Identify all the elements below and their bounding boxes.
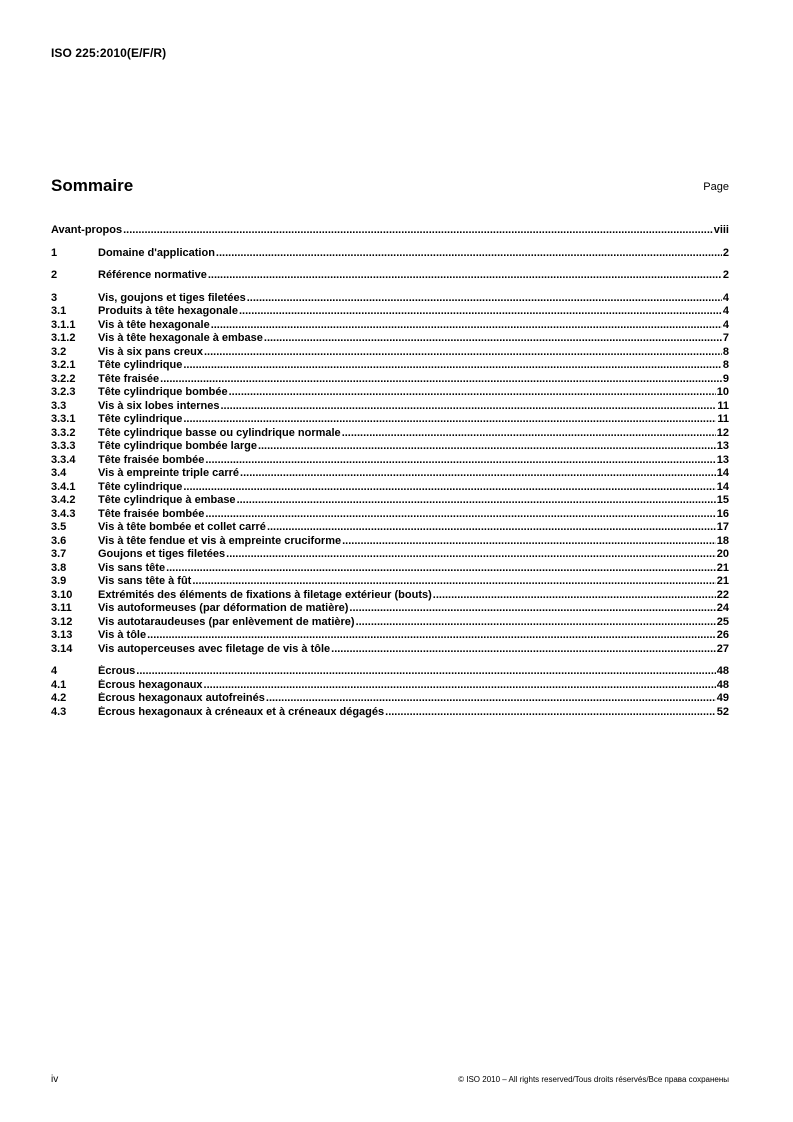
toc-entry-number: 3.7: [51, 548, 67, 560]
toc-entry-page: 24: [716, 602, 729, 614]
toc-entry-page: 17: [716, 521, 729, 533]
toc-entry-title: Tête cylindrique: [98, 413, 183, 425]
page-title: Sommaire: [51, 176, 134, 195]
toc-dot-leader: [220, 400, 716, 414]
toc-entry[interactable]: [51, 319, 729, 333]
toc-entry-page: 8: [722, 359, 729, 371]
toc-entry-title: Tête cylindrique bombée: [98, 386, 228, 398]
document-id-header: ISO 225:2010(E/F/R): [51, 46, 167, 60]
toc-entry-title: Domaine d'application: [98, 246, 215, 259]
toc-entry-page: 13: [716, 440, 729, 452]
toc-entry[interactable]: [51, 427, 729, 441]
toc-dot-leader: [183, 413, 716, 427]
toc-dot-leader: [205, 508, 715, 522]
toc-entry[interactable]: [51, 454, 729, 468]
toc-dot-leader: [136, 665, 715, 679]
toc-entry-number: 3.12: [51, 615, 73, 628]
toc-entry[interactable]: [51, 224, 729, 238]
toc-entry-title: Tête cylindrique: [98, 480, 183, 493]
toc-entry[interactable]: [51, 508, 729, 522]
toc-entry-number: 4: [51, 665, 58, 677]
toc-entry[interactable]: [51, 692, 729, 706]
toc-entry-page: 20: [716, 548, 729, 560]
toc-entry[interactable]: [51, 575, 729, 589]
toc-entry-number: 3.10: [51, 588, 73, 601]
toc-entry-number: 3.3.2: [51, 426, 76, 439]
toc-entry-number: 2: [51, 269, 58, 281]
toc-entry-title: Vis à six lobes internes: [98, 399, 220, 412]
toc-entry-title: Référence normative: [98, 269, 207, 281]
toc-entry[interactable]: [51, 548, 729, 562]
toc-entry-title: Vis à tôle: [98, 629, 147, 641]
toc-entry[interactable]: [51, 589, 729, 603]
toc-dot-leader: [226, 548, 716, 562]
toc-entry[interactable]: [51, 346, 729, 360]
toc-entry[interactable]: [51, 616, 729, 630]
toc-dot-leader: [349, 602, 715, 616]
toc-dot-leader: [183, 359, 722, 373]
toc-entry-number: 4.1: [51, 678, 67, 691]
toc-entry-title: Vis à tête hexagonale: [98, 318, 210, 331]
toc-entry-number: 4.3: [51, 705, 67, 718]
toc-entry-page: 16: [716, 507, 729, 520]
toc-dot-leader: [229, 386, 716, 400]
toc-entry-page: 11: [717, 399, 729, 412]
toc-dot-leader: [342, 427, 716, 441]
toc-dot-leader: [267, 521, 716, 535]
toc-entry-page: 8: [722, 345, 729, 358]
toc-entry-number: 3.3.4: [51, 453, 76, 466]
toc-entry-page: viii: [713, 224, 729, 236]
toc-entry-title: Vis, goujons et tiges filetées: [98, 291, 246, 304]
title-row: [51, 176, 729, 200]
toc-entry-title: Vis à tête hexagonale à embase: [98, 332, 263, 344]
toc-dot-leader: [237, 494, 716, 508]
toc-entry-title: Vis sans tête à fût: [98, 575, 192, 587]
toc-entry[interactable]: [51, 562, 729, 576]
toc-entry-title: Vis autoformeuses (par déformation de matière): [98, 602, 349, 614]
toc-entry-page: 4: [722, 291, 729, 304]
toc-entry-number: 3.1.1: [51, 318, 76, 331]
toc-entry[interactable]: [51, 440, 729, 454]
toc-dot-leader: [240, 467, 716, 481]
toc-entry-page: 48: [716, 678, 729, 691]
footer-page-number: iv: [51, 1074, 59, 1085]
toc-entry-number: 3.2.2: [51, 372, 76, 385]
toc-entry-title: Écrous hexagonaux à créneaux et à créneaux dégagés: [98, 705, 385, 718]
toc-entry[interactable]: [51, 643, 729, 657]
footer-copyright: © ISO 2010 – All rights reserved/Tous droits réservés/Все права сохранены: [458, 1075, 729, 1084]
toc-entry[interactable]: [51, 629, 729, 643]
toc-dot-leader: [192, 575, 715, 589]
toc-entry-title: Tête fraisée bombée: [98, 453, 205, 466]
toc-entry-page: 27: [716, 642, 729, 655]
toc-dot-leader: [264, 332, 722, 346]
toc-entry-number: 3.8: [51, 561, 67, 574]
toc-entry-page: 10: [716, 386, 729, 398]
toc-entry-title: Vis autotaraudeuses (par enlèvement de matière): [98, 615, 355, 628]
toc-entry[interactable]: [51, 413, 729, 427]
toc-entry-number: 3.13: [51, 629, 73, 641]
toc-entry-number: 3.4.3: [51, 507, 76, 520]
toc-entry-title: Tête cylindrique basse ou cylindrique normale: [98, 426, 341, 439]
toc-entry-title: Vis à tête fendue et vis à empreinte cruciforme: [98, 534, 342, 547]
toc-entry-title: Tête fraisée: [98, 372, 160, 385]
toc-dot-leader: [385, 706, 716, 720]
toc-entry-page: 14: [716, 480, 729, 493]
toc-dot-leader: [247, 292, 722, 306]
toc-dot-leader: [433, 589, 716, 603]
toc-dot-leader: [183, 481, 715, 495]
toc-entry-number: 3.3: [51, 399, 67, 412]
toc-dot-leader: [266, 692, 716, 706]
toc-entry-number: 3.1.2: [51, 332, 76, 344]
toc-entry-title: Écrous: [98, 665, 136, 677]
page-column-label: Page: [703, 181, 729, 193]
toc-dot-leader: [258, 440, 716, 454]
toc-entry[interactable]: [51, 467, 729, 481]
toc-dot-leader: [216, 247, 722, 261]
toc-entry-page: 52: [716, 705, 729, 718]
toc-dot-leader: [239, 305, 722, 319]
toc-entry-title: Vis à tête bombée et collet carré: [98, 521, 266, 533]
toc-entry-page: 4: [722, 305, 729, 317]
toc-dot-leader: [331, 643, 716, 657]
toc-entry-number: 3.1: [51, 305, 67, 317]
toc-entry-page: 2: [722, 269, 729, 281]
toc-entry-number: 3.4: [51, 467, 67, 479]
toc-entry[interactable]: [51, 535, 729, 549]
toc-entry[interactable]: [51, 386, 729, 400]
toc-entry-title: Extrémités des éléments de fixations à filetage extérieur (bouts): [98, 588, 432, 601]
toc-entry[interactable]: [51, 247, 729, 261]
toc-entry-title: Vis à six pans creux: [98, 345, 203, 358]
toc-entry[interactable]: [51, 305, 729, 319]
toc-entry-number: 3.5: [51, 521, 67, 533]
toc-entry-number: 3.6: [51, 534, 67, 547]
toc-entry-title: Écrous hexagonaux autofreinés: [98, 692, 265, 704]
toc-entry-page: 7: [722, 332, 729, 344]
toc-entry-title: Avant-propos: [51, 224, 123, 236]
toc-entry-page: 4: [722, 318, 729, 331]
table-of-contents: [51, 224, 729, 719]
toc-entry-title: Vis à empreinte triple carré: [98, 467, 240, 479]
toc-entry-title: Vis sans tête: [98, 561, 166, 574]
toc-entry-number: 3.14: [51, 642, 73, 655]
toc-entry-number: 3.2.3: [51, 386, 76, 398]
toc-entry[interactable]: [51, 359, 729, 373]
toc-entry-number: 3.2.1: [51, 359, 76, 371]
toc-entry-number: 3.9: [51, 575, 67, 587]
toc-entry-page: 25: [716, 615, 729, 628]
toc-entry-number: 3.3.1: [51, 413, 76, 425]
toc-entry-page: 14: [716, 467, 729, 479]
toc-entry-page: 21: [716, 575, 729, 587]
toc-entry-page: 11: [717, 413, 729, 425]
toc-dot-leader: [204, 679, 716, 693]
toc-entry-page: 2: [722, 246, 729, 259]
toc-entry-page: 21: [716, 561, 729, 574]
toc-entry-title: Écrous hexagonaux: [98, 678, 203, 691]
toc-dot-leader: [205, 454, 715, 468]
toc-entry[interactable]: [51, 706, 729, 720]
toc-entry-title: Tête cylindrique: [98, 359, 183, 371]
toc-entry-title: Tête cylindrique à embase: [98, 494, 236, 506]
toc-entry[interactable]: [51, 373, 729, 387]
toc-entry[interactable]: [51, 292, 729, 306]
toc-entry[interactable]: [51, 481, 729, 495]
toc-entry-number: 3.2: [51, 345, 67, 358]
toc-entry-title: Tête cylindrique bombée large: [98, 440, 257, 452]
toc-entry[interactable]: [51, 602, 729, 616]
toc-entry[interactable]: [51, 679, 729, 693]
toc-entry-page: 15: [716, 494, 729, 506]
toc-entry-title: Goujons et tiges filetées: [98, 548, 226, 560]
toc-entry[interactable]: [51, 521, 729, 535]
toc-entry-page: 49: [716, 692, 729, 704]
toc-dot-leader: [211, 319, 722, 333]
toc-entry[interactable]: [51, 665, 729, 679]
toc-entry-number: 3.3.3: [51, 440, 76, 452]
toc-entry-title: Produits à tête hexagonale: [98, 305, 238, 317]
toc-entry[interactable]: [51, 269, 729, 283]
toc-entry-title: Tête fraisée bombée: [98, 507, 205, 520]
toc-entry-number: 3.11: [51, 602, 72, 614]
toc-dot-leader: [147, 629, 716, 643]
toc-entry[interactable]: [51, 494, 729, 508]
toc-entry-number: 3.4.1: [51, 480, 76, 493]
toc-entry-title: Vis autoperceuses avec filetage de vis à tôle: [98, 642, 331, 655]
toc-entry-number: 3: [51, 291, 58, 304]
toc-entry-page: 9: [722, 372, 729, 385]
toc-entry-number: 3.4.2: [51, 494, 76, 506]
toc-entry-page: 48: [716, 665, 729, 677]
toc-dot-leader: [204, 346, 722, 360]
toc-dot-leader: [342, 535, 716, 549]
toc-entry[interactable]: [51, 400, 729, 414]
toc-dot-leader: [123, 224, 713, 238]
toc-entry-page: 13: [716, 453, 729, 466]
toc-entry-number: 1: [51, 246, 58, 259]
toc-entry-number: 4.2: [51, 692, 67, 704]
toc-dot-leader: [160, 373, 722, 387]
toc-dot-leader: [356, 616, 716, 630]
toc-entry[interactable]: [51, 332, 729, 346]
toc-entry-page: 26: [716, 629, 729, 641]
toc-dot-leader: [166, 562, 716, 576]
toc-entry-page: 22: [716, 588, 729, 601]
toc-dot-leader: [208, 269, 722, 283]
toc-entry-page: 18: [716, 534, 729, 547]
toc-entry-page: 12: [716, 426, 729, 439]
